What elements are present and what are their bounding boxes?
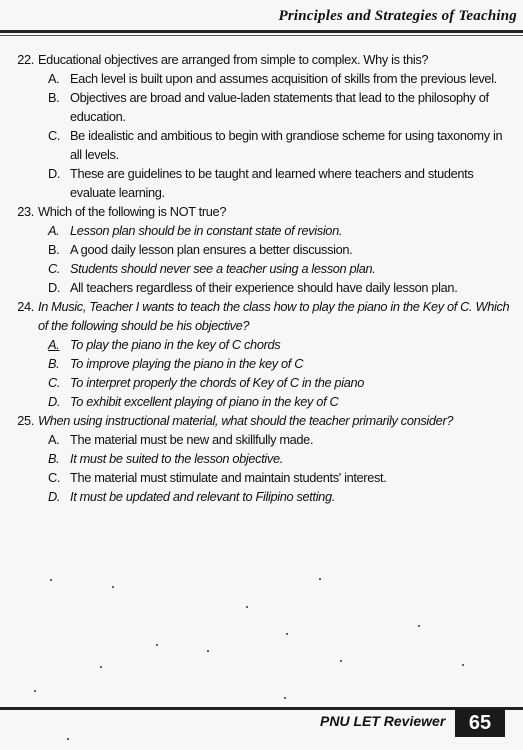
- speck: [418, 625, 420, 627]
- question-number: 22.: [17, 52, 34, 67]
- question-stem: Which of the following is NOT true?: [38, 204, 227, 219]
- speck: [156, 644, 158, 646]
- question-number: 23.: [17, 204, 34, 219]
- speck: [50, 579, 52, 581]
- speck: [462, 664, 464, 666]
- question-22: [10, 50, 515, 202]
- speck: [67, 738, 69, 740]
- option-c: C. Students should never see a teacher using a lesson plan.: [48, 261, 376, 276]
- option-d: D. It must be updated and relevant to Filipino setting.: [48, 489, 335, 504]
- option-c: C. The material must stimulate and maintain students' interest.: [48, 470, 387, 485]
- option-d: D. These are guidelines to be taught and learned where teachers and students evaluate learning.: [48, 166, 474, 200]
- option-a: A. To play the piano in the key of C chords: [48, 337, 281, 352]
- speck: [34, 690, 36, 692]
- option-b: B. Objectives are broad and value-laden statements that lead to the philosophy of education.: [48, 90, 489, 124]
- speck: [100, 666, 102, 668]
- footer-label: PNU LET Reviewer: [320, 713, 446, 729]
- speck: [284, 697, 286, 699]
- answer-mark: A.: [48, 337, 60, 352]
- option-a: A. Each level is built upon and assumes acquisition of skills from the previous level.: [48, 71, 497, 86]
- speck: [207, 650, 209, 652]
- option-a: A. Lesson plan should be in constant state of revision.: [48, 223, 343, 238]
- question-25: [10, 411, 515, 506]
- footer-rule: [0, 707, 523, 710]
- speck: [246, 606, 248, 608]
- question-list: [10, 50, 515, 506]
- option-b: B. A good daily lesson plan ensures a better discussion.: [48, 242, 353, 257]
- page-number: 65: [455, 709, 505, 737]
- question-24: [10, 297, 515, 411]
- option-a: A. The material must be new and skillfully made.: [48, 432, 314, 447]
- option-b: B. To improve playing the piano in the key of C: [48, 356, 304, 371]
- question-stem: In Music, Teacher I wants to teach the class how to play the piano in the Key of C. Which of the following should be his objective?: [38, 299, 510, 333]
- option-c: C. Be idealistic and ambitious to begin with grandiose scheme for using taxonomy in all levels.: [48, 128, 503, 162]
- question-stem: Educational objectives are arranged from simple to complex. Why is this?: [38, 52, 429, 67]
- question-number: 25.: [17, 413, 34, 428]
- option-c: C. To interpret properly the chords of Key of C in the piano: [48, 375, 364, 390]
- speck: [286, 633, 288, 635]
- question-stem: When using instructional material, what should the teacher primarily consider?: [38, 413, 454, 428]
- option-b: B. It must be suited to the lesson objective.: [48, 451, 283, 466]
- option-d: D. To exhibit excellent playing of piano in the key of C: [48, 394, 339, 409]
- option-d: D. All teachers regardless of their experience should have daily lesson plan.: [48, 280, 458, 295]
- speck: [112, 586, 114, 588]
- header-rule-thin: [0, 35, 523, 36]
- running-header: Principles and Strategies of Teaching: [278, 8, 517, 24]
- question-number: 24.: [17, 299, 34, 314]
- speck: [319, 578, 321, 580]
- speck: [340, 660, 342, 662]
- question-23: [10, 202, 515, 297]
- header-rule: [0, 30, 523, 33]
